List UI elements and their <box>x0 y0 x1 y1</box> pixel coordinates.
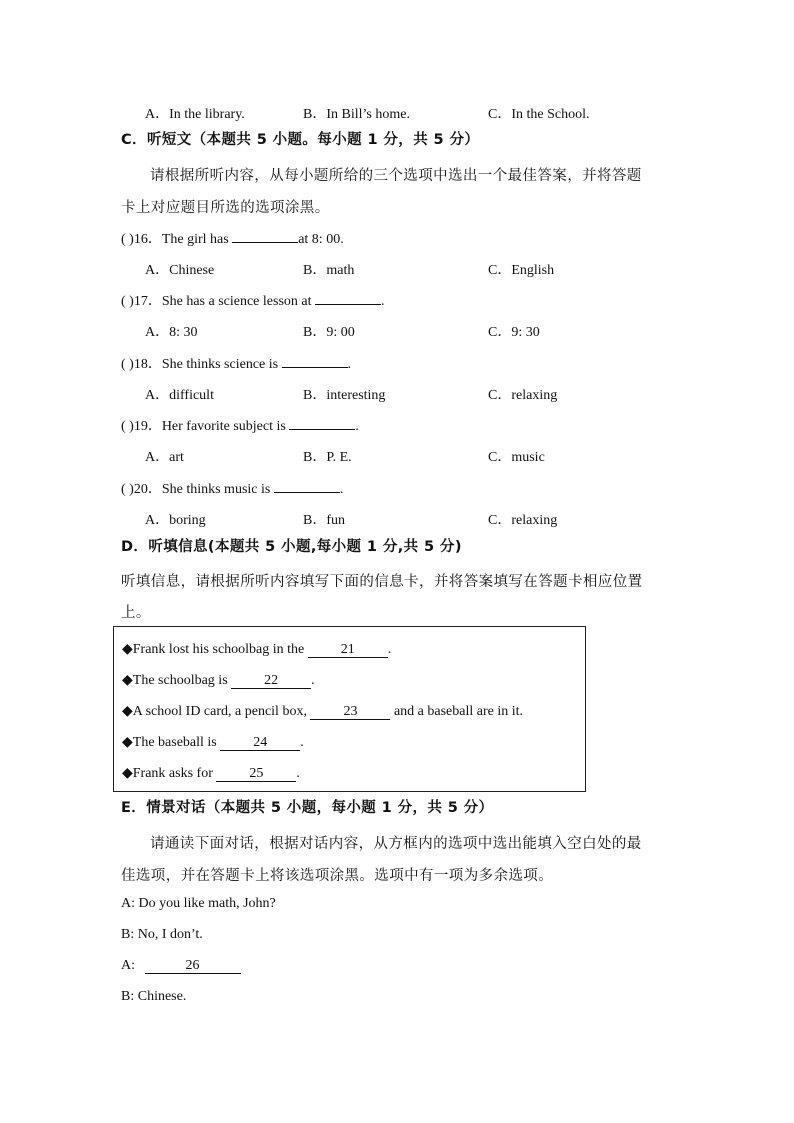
option-c: C．English <box>488 263 555 278</box>
info-suffix: . <box>296 766 300 781</box>
dialogue-line: B: No, I don’t. <box>121 927 203 942</box>
options-row-19 <box>0 446 794 466</box>
option-b: B．interesting <box>303 388 386 403</box>
answer-blank[interactable]: 23 <box>310 704 390 720</box>
section-d-instructions-1: 听填信息，请根据所听内容填写下面的信息卡，并将答案填写在答题卡相应位置 <box>121 574 643 590</box>
dialogue-line: B: Chinese. <box>121 989 187 1004</box>
option-a: A．art <box>145 450 184 465</box>
option-c: C．music <box>488 450 545 465</box>
section-e-instructions-2: 佳选项，并在答题卡上将该选项涂黑。选项中有一项为多余选项。 <box>121 868 554 884</box>
question-suffix: . <box>347 357 352 372</box>
question-text: ( )17．She has a science lesson at <box>121 294 312 309</box>
question-16 <box>121 228 344 248</box>
options-row-20 <box>0 509 794 529</box>
info-text: ◆A school ID card, a pencil box, <box>122 704 307 719</box>
option-c: C．In the School. <box>488 107 590 122</box>
answer-blank[interactable]: 26 <box>145 958 241 974</box>
option-c: C．relaxing <box>488 388 558 403</box>
answer-blank[interactable]: 21 <box>308 642 388 658</box>
answer-blank[interactable] <box>315 291 381 305</box>
info-line-22 <box>122 672 315 689</box>
options-row-17 <box>0 321 794 341</box>
option-b: B．P. E. <box>303 450 352 465</box>
answer-blank[interactable]: 24 <box>220 735 300 751</box>
question-19 <box>121 415 359 435</box>
info-text: ◆Frank asks for <box>122 766 213 781</box>
answer-blank[interactable]: 25 <box>216 766 296 782</box>
option-a: A．8: 30 <box>145 325 198 340</box>
question-20 <box>121 478 343 498</box>
info-line-24 <box>122 734 304 751</box>
option-c: C．9: 30 <box>488 325 540 340</box>
option-b: B．math <box>303 263 355 278</box>
options-row-15 <box>0 103 794 123</box>
question-suffix: . <box>339 482 344 497</box>
option-c: C．relaxing <box>488 513 558 528</box>
question-18 <box>121 353 351 373</box>
question-suffix: . <box>381 294 385 309</box>
option-a: A．boring <box>145 513 206 528</box>
question-suffix: at 8: 00. <box>298 232 344 247</box>
dialogue-line: A: Do you like math, John? <box>121 896 276 911</box>
info-line-23 <box>122 703 523 720</box>
section-e-heading: E．情景对话（本题共 5 小题，每小题 1 分，共 5 分） <box>121 800 494 816</box>
dialogue-line-26 <box>121 958 241 974</box>
question-17 <box>121 290 385 310</box>
option-b: B．9: 00 <box>303 325 355 340</box>
option-b: B．fun <box>303 513 345 528</box>
question-text: ( )16．The girl has <box>121 232 229 247</box>
question-text: ( )19．Her favorite subject is <box>121 419 286 434</box>
option-a: A．Chinese <box>145 263 215 278</box>
info-suffix: . <box>387 642 392 657</box>
answer-blank[interactable]: 22 <box>231 673 311 689</box>
section-d-heading: D．听填信息(本题共 5 小题,每小题 1 分,共 5 分) <box>121 539 462 555</box>
option-a: A．difficult <box>145 388 214 403</box>
options-row-18 <box>0 384 794 404</box>
speaker-label: A: <box>121 958 135 973</box>
info-card <box>113 626 586 792</box>
section-c-heading: C．听短文（本题共 5 小题。每小题 1 分，共 5 分） <box>121 132 480 148</box>
option-a: A．In the library. <box>145 107 245 122</box>
info-line-21 <box>122 641 391 658</box>
info-suffix: and a baseball are in it. <box>393 704 524 719</box>
section-e-instructions-1: 请通读下面对话，根据对话内容，从方框内的选项中选出能填入空白处的最 <box>150 836 642 852</box>
answer-blank[interactable] <box>289 416 355 430</box>
info-line-25 <box>122 765 300 782</box>
section-c-instructions-2: 卡上对应题目所选的选项涂黑。 <box>121 200 330 216</box>
question-text: ( )18．She thinks science is <box>121 357 279 372</box>
section-d-instructions-2: 上。 <box>121 605 151 621</box>
info-text: ◆Frank lost his schoolbag in the <box>122 642 305 657</box>
info-suffix: . <box>311 673 315 688</box>
answer-blank[interactable] <box>274 479 340 493</box>
info-text: ◆The baseball is <box>122 735 217 750</box>
option-b: B．In Bill’s home. <box>303 107 410 122</box>
question-suffix: . <box>355 419 359 434</box>
info-suffix: . <box>300 735 304 750</box>
info-text: ◆The schoolbag is <box>122 673 228 688</box>
section-c-instructions-1: 请根据所听内容，从每小题所给的三个选项中选出一个最佳答案，并将答题 <box>150 168 642 184</box>
answer-blank[interactable] <box>282 354 348 368</box>
options-row-16 <box>0 259 794 279</box>
answer-blank[interactable] <box>232 229 298 243</box>
question-text: ( )20．She thinks music is <box>121 482 271 497</box>
